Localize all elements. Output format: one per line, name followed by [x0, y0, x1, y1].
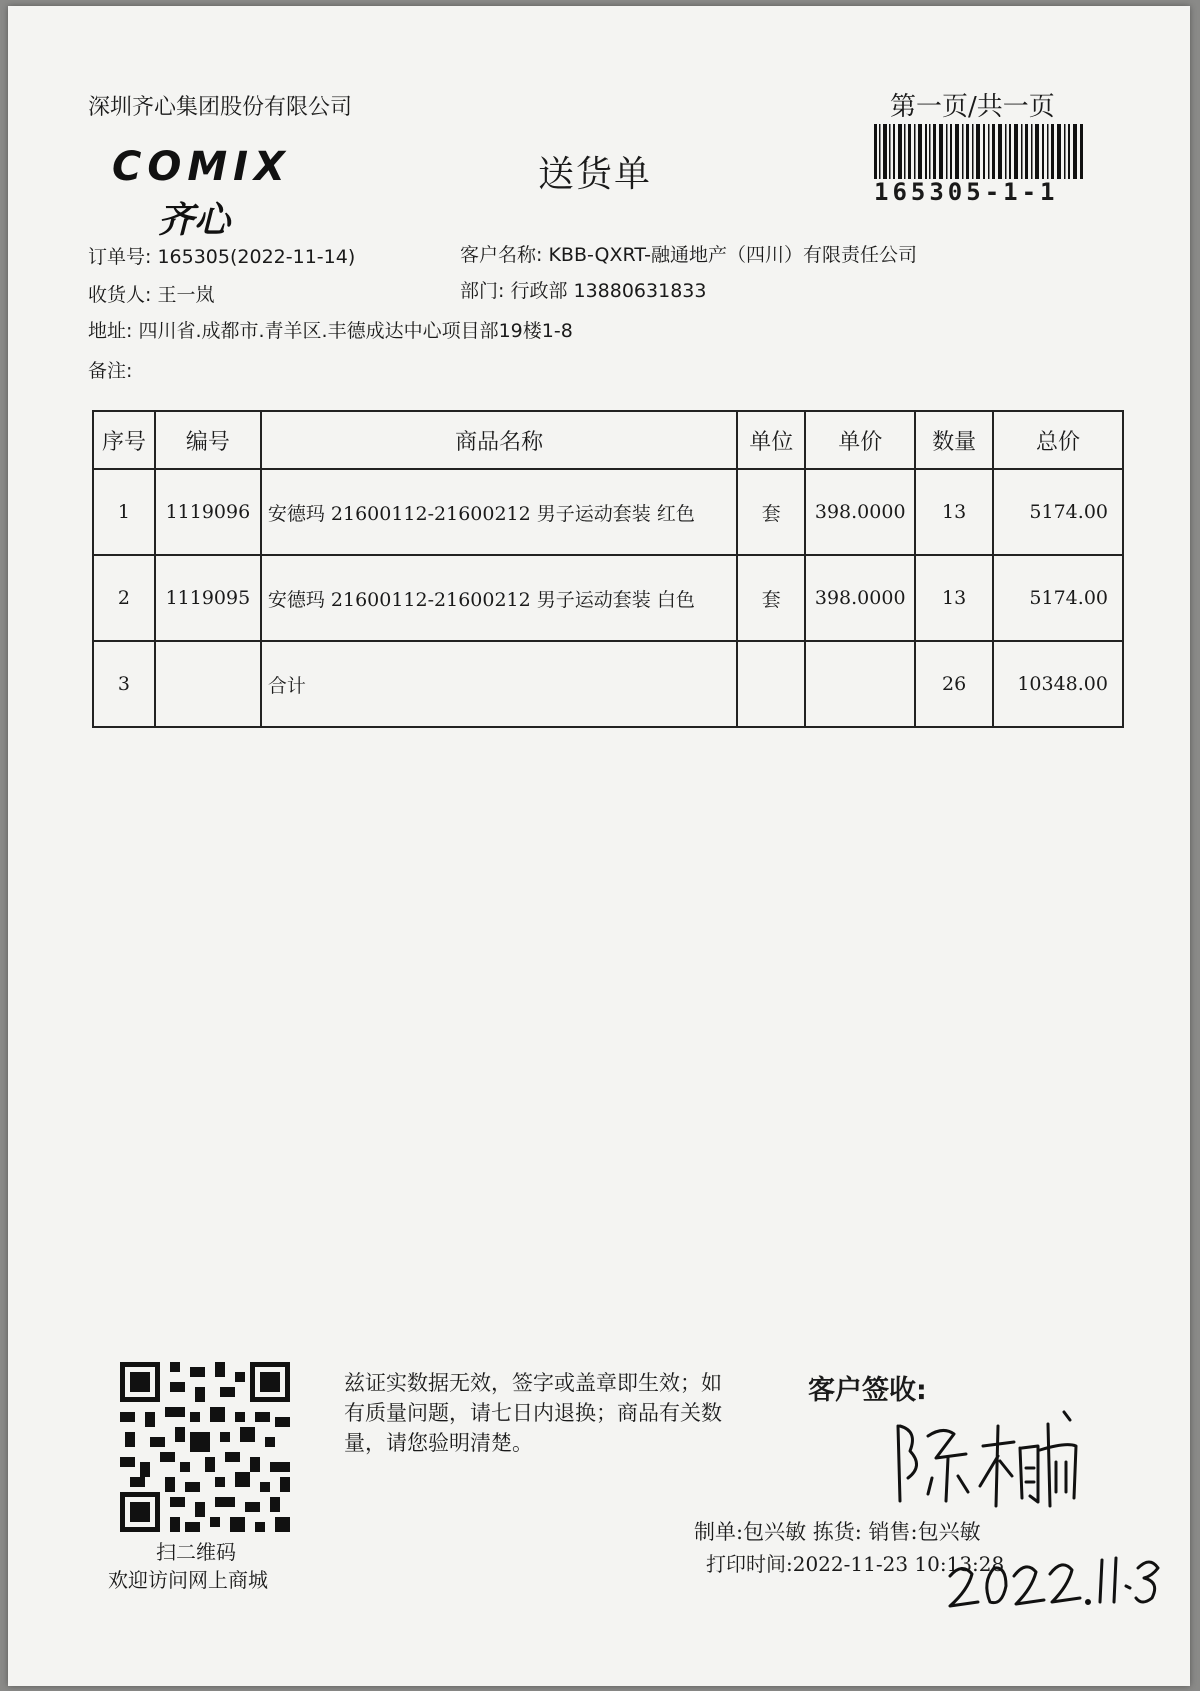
cell-qty: 13	[915, 555, 993, 641]
dept-label: 部门:	[460, 280, 505, 302]
staff-info: 制单:包兴敏 拣货: 销售:包兴敏	[694, 1520, 981, 1544]
header-code: 编号	[155, 411, 261, 469]
header-total: 总价	[993, 411, 1123, 469]
receiver-value: 王一岚	[157, 284, 215, 306]
cell-unit: 套	[737, 469, 805, 555]
delivery-note-sheet	[8, 6, 1190, 1686]
cell-name: 安德玛 21600112-21600212 男子运动套装 白色	[261, 555, 738, 641]
cell-total: 10348.00	[993, 641, 1123, 727]
header-price: 单价	[805, 411, 915, 469]
cell-price	[805, 641, 915, 727]
comix-logo-cn: 齐心	[158, 200, 231, 241]
print-time: 打印时间:2022-11-23 10:13:28	[706, 1552, 1005, 1576]
handwritten-signature-icon	[888, 1406, 1088, 1516]
cell-seq: 1	[93, 469, 155, 555]
table-row-summary	[93, 641, 1123, 727]
header-name: 商品名称	[261, 411, 738, 469]
header-unit: 单位	[737, 411, 805, 469]
receiver-label: 收货人:	[88, 284, 152, 306]
cell-seq: 3	[93, 641, 155, 727]
customer-value: KBB-QXRT-融通地产（四川）有限责任公司	[548, 244, 918, 266]
items-table	[92, 410, 1124, 728]
cell-qty: 13	[915, 469, 993, 555]
cell-name: 安德玛 21600112-21600212 男子运动套装 红色	[261, 469, 738, 555]
remark-label: 备注:	[88, 360, 133, 382]
qr-code-icon	[120, 1362, 290, 1532]
address-value: 四川省.成都市.青羊区.丰德成达中心项目部19楼1-8	[138, 320, 573, 342]
receiver	[88, 280, 214, 307]
page-indicator: 第一页/共一页	[890, 92, 1055, 122]
cell-seq: 2	[93, 555, 155, 641]
handwritten-date-icon	[944, 1546, 1174, 1616]
cell-price: 398.0000	[805, 555, 915, 641]
order-value: 165305(2022-11-14)	[157, 246, 356, 268]
table-row	[93, 555, 1123, 641]
barcode-icon	[874, 124, 1084, 179]
cell-code: 1119095	[155, 555, 261, 641]
department	[460, 276, 706, 303]
remark	[88, 356, 132, 383]
document-title: 送货单	[538, 154, 653, 195]
qr-caption-scan: 扫二维码	[156, 1540, 236, 1564]
address-label: 地址:	[88, 320, 133, 342]
cell-code	[155, 641, 261, 727]
table-header-row	[93, 411, 1123, 469]
address	[88, 316, 573, 343]
order-label: 订单号:	[88, 246, 152, 268]
company-name: 深圳齐心集团股份有限公司	[88, 95, 353, 120]
dept-value: 行政部 13880631833	[510, 280, 707, 302]
cell-code: 1119096	[155, 469, 261, 555]
cell-qty: 26	[915, 641, 993, 727]
table-row	[93, 469, 1123, 555]
cell-total: 5174.00	[993, 555, 1123, 641]
order-number	[88, 242, 355, 269]
barcode-number: 165305-1-1	[874, 178, 1059, 206]
customer-sign-label: 客户签收:	[808, 1375, 927, 1406]
notice-text: 兹证实数据无效，签字或盖章即生效；如有质量问题，请七日内退换；商品有关数量，请您验明清楚。	[344, 1371, 722, 1455]
customer-label: 客户名称:	[460, 244, 543, 266]
customer-name	[460, 240, 917, 267]
qr-caption-welcome: 欢迎访问网上商城	[108, 1568, 268, 1592]
cell-unit	[737, 641, 805, 727]
cell-total: 5174.00	[993, 469, 1123, 555]
cell-price: 398.0000	[805, 469, 915, 555]
header-qty: 数量	[915, 411, 993, 469]
comix-logo: COMIX	[112, 144, 291, 190]
header-seq: 序号	[93, 411, 155, 469]
cell-unit: 套	[737, 555, 805, 641]
cell-name: 合计	[261, 641, 738, 727]
